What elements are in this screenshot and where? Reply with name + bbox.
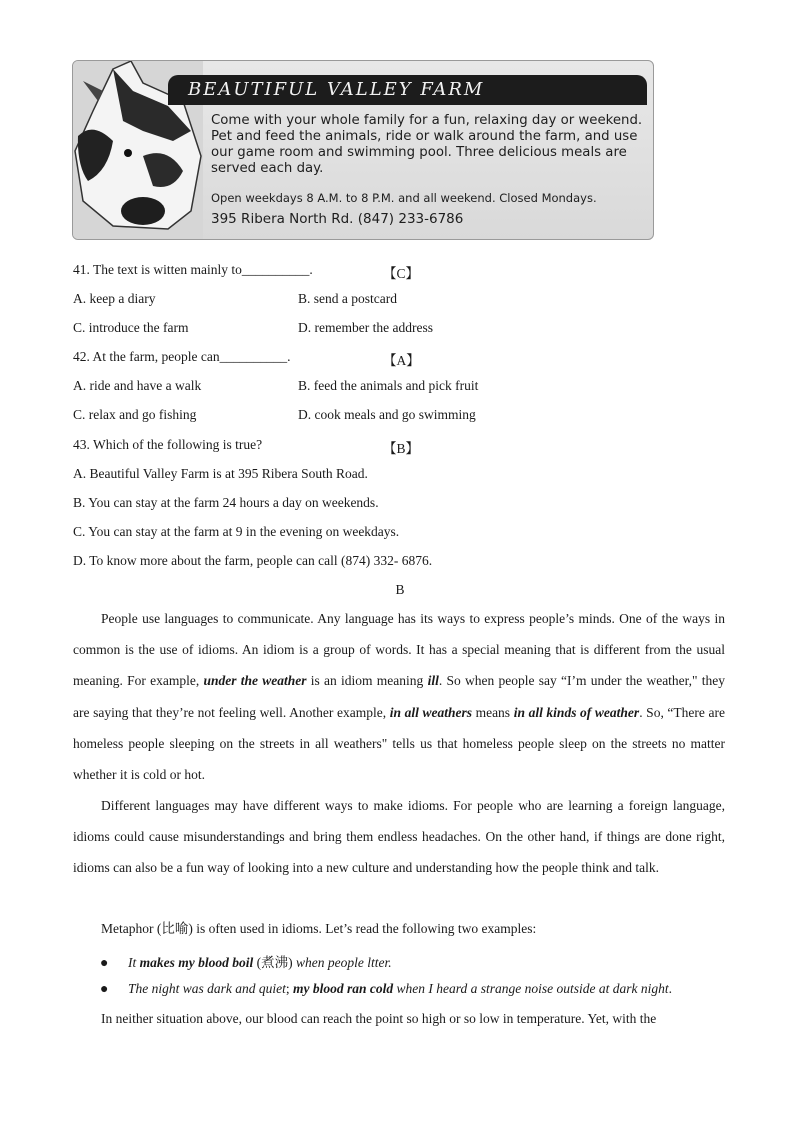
example-2: ● The night was dark and quiet; my blood ran cold when I heard a strange noise outside at dark night.: [100, 981, 672, 997]
ad-banner: [168, 75, 647, 105]
farm-advertisement: [72, 60, 654, 240]
bullet-icon: ●: [100, 956, 109, 971]
q43-option-b: B. You can stay at the farm 24 hours a day on weekends.: [73, 495, 379, 510]
q41-answer: 【C】: [383, 266, 420, 281]
q43-option-d: D. To know more about the farm, people can call (874) 332- 6876.: [73, 553, 433, 568]
q43-stem: 43. Which of the following is true?: [73, 437, 263, 452]
meaning-ill: ill: [427, 673, 439, 689]
example-1: ● It makes my blood boil (煮沸) when people ltter.: [100, 955, 392, 971]
q41-option-b: B. send a postcard: [298, 291, 397, 306]
q42-option-b: B. feed the animals and pick fruit: [298, 378, 479, 393]
q42-option-c: C. relax and go fishing: [73, 407, 197, 422]
q41-option-c: C. introduce the farm: [73, 320, 189, 335]
q42-option-a: A. ride and have a walk: [73, 378, 202, 393]
passage-paragraph-1: People use languages to communicate. Any language has its ways to express people’s minds. One of the ways in common is the use of idioms. An idiom is a group of words. It has a special meaning that is different from the usual meaning. For example, under the weather is an idiom meaning ill. So when people say “I’m under the weather," they are saying that they’re not feeling well. Another example, in all weathers means in all kinds of weather. So, “There are homeless people sleeping on the streets in all weathers" tells us that homeless people sleep on the streets no matter whether it is cold or hot.: [73, 611, 726, 783]
idiom-under-the-weather: under the weather: [203, 673, 307, 689]
passage-paragraph-3: Metaphor (比喻) is often used in idioms. Let’s read the following two examples:: [101, 921, 537, 936]
ad-hours: Open weekdays 8 A.M. to 8 P.M. and all weekend. Closed Mondays.: [211, 191, 597, 205]
ad-address: 395 Ribera North Rd. (847) 233-6786: [211, 211, 464, 227]
q42-answer: 【A】: [383, 353, 420, 368]
passage-paragraph-2: Different languages may have different ways to make idioms. For people who are learning a foreign language, idioms could cause misunderstandings and bring them endless headaches. On the other hand, if things are done right, idioms can also be a fun way of looking into a new culture and understanding how the people think and talk.: [73, 798, 725, 876]
q41-stem: 41. The text is witten mainly to__________.: [73, 262, 313, 277]
q41-option-a: A. keep a diary: [73, 291, 156, 306]
ad-title: BEAUTIFUL VALLEY FARM: [188, 79, 485, 100]
passage-paragraph-4: In neither situation above, our blood can reach the point so high or so low in temperature. Yet, with the: [101, 1011, 657, 1026]
section-heading: B: [395, 582, 405, 597]
q43-option-a: A. Beautiful Valley Farm is at 395 Ribera South Road.: [73, 466, 368, 481]
meaning-in-all-kinds-of-weather: in all kinds of weather: [513, 704, 640, 720]
q42-option-d: D. cook meals and go swimming: [298, 407, 476, 422]
ad-body-text: Come with your whole family for a fun, relaxing day or weekend. Pet and feed the animals, ride or walk around the farm, and use our game room and swimming pool. Three delicious meals are served each day.: [211, 113, 643, 176]
idiom-in-all-weathers: in all weathers: [389, 704, 472, 720]
q43-answer: 【B】: [383, 441, 420, 456]
q43-option-c: C. You can stay at the farm at 9 in the evening on weekdays.: [73, 524, 400, 539]
q41-option-d: D. remember the address: [298, 320, 433, 335]
bullet-icon: ●: [100, 982, 109, 997]
q42-stem: 42. At the farm, people can__________.: [73, 349, 291, 364]
